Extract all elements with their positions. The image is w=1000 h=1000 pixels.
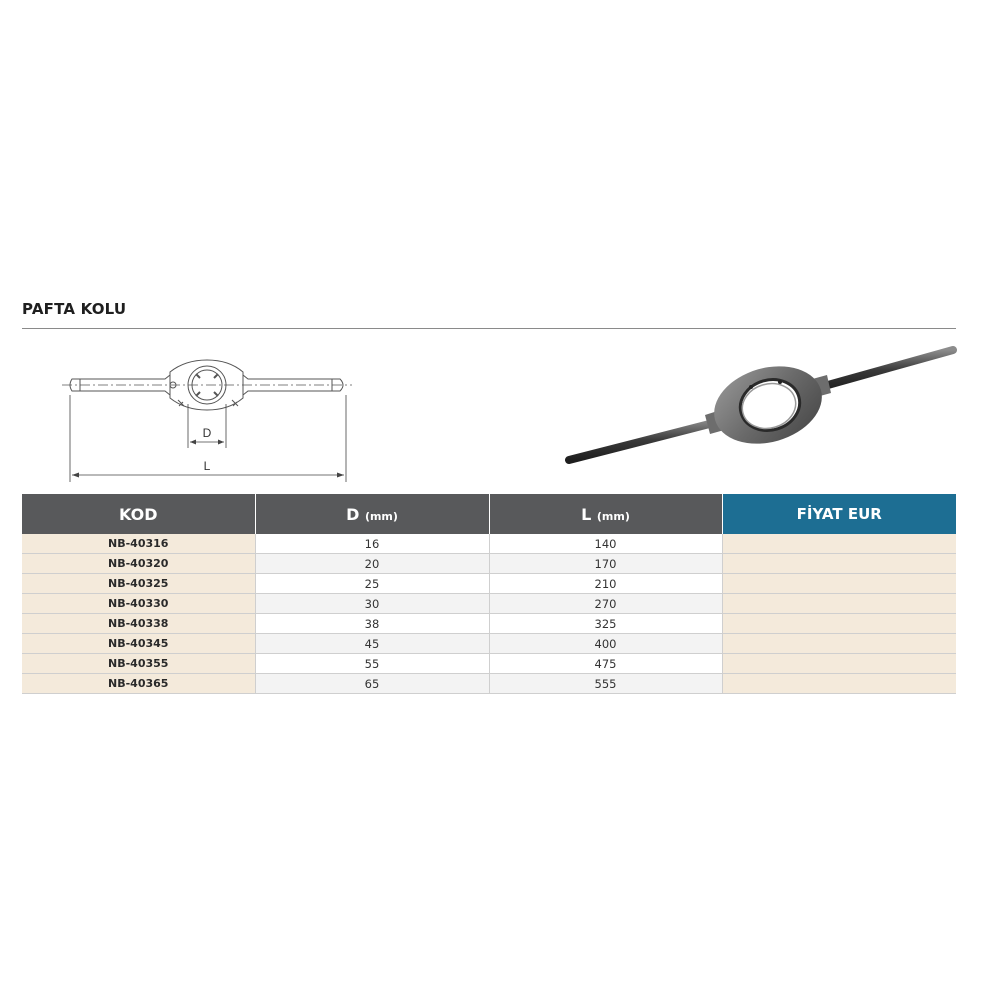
product-table	[22, 494, 956, 694]
l-dimension-label: L	[203, 459, 211, 473]
cell-l: 555	[489, 674, 722, 694]
cell-price	[722, 654, 956, 674]
table-row	[22, 554, 956, 574]
product-image	[555, 335, 965, 480]
cell-price	[722, 634, 956, 654]
cell-price	[722, 534, 956, 554]
cell-l: 475	[489, 654, 722, 674]
header-price: FİYAT EUR	[722, 494, 956, 534]
cell-l: 400	[489, 634, 722, 654]
cell-code: NB-40355	[22, 654, 255, 674]
cell-price	[722, 674, 956, 694]
cell-d: 16	[255, 534, 489, 554]
cell-l: 140	[489, 534, 722, 554]
table-row	[22, 574, 956, 594]
table-row	[22, 614, 956, 634]
header-d: D (mm)	[255, 494, 489, 534]
cell-price	[722, 554, 956, 574]
header-code: KOD	[22, 494, 255, 534]
cell-price	[722, 614, 956, 634]
table-row	[22, 674, 956, 694]
cell-code: NB-40330	[22, 594, 255, 614]
cell-l: 270	[489, 594, 722, 614]
cell-code: NB-40325	[22, 574, 255, 594]
cell-l: 170	[489, 554, 722, 574]
header-l: L (mm)	[489, 494, 722, 534]
cell-code: NB-40320	[22, 554, 255, 574]
cell-price	[722, 574, 956, 594]
cell-l: 210	[489, 574, 722, 594]
table-row	[22, 594, 956, 614]
cell-d: 45	[255, 634, 489, 654]
cell-d: 25	[255, 574, 489, 594]
technical-drawing	[60, 350, 360, 485]
d-dimension-label: D	[202, 426, 212, 440]
cell-l: 325	[489, 614, 722, 634]
table-row	[22, 634, 956, 654]
cell-d: 65	[255, 674, 489, 694]
title-divider	[22, 328, 956, 329]
cell-code: NB-40316	[22, 534, 255, 554]
cell-code: NB-40365	[22, 674, 255, 694]
cell-code: NB-40338	[22, 614, 255, 634]
section-title: PAFTA KOLU	[22, 300, 127, 318]
table-row	[22, 654, 956, 674]
table-row	[22, 534, 956, 554]
header-d-unit: (mm)	[364, 509, 398, 523]
cell-code: NB-40345	[22, 634, 255, 654]
cell-d: 55	[255, 654, 489, 674]
table-header-row	[22, 494, 956, 534]
cell-price	[722, 594, 956, 614]
header-l-unit: (mm)	[596, 509, 630, 523]
cell-d: 38	[255, 614, 489, 634]
cell-d: 20	[255, 554, 489, 574]
cell-d: 30	[255, 594, 489, 614]
